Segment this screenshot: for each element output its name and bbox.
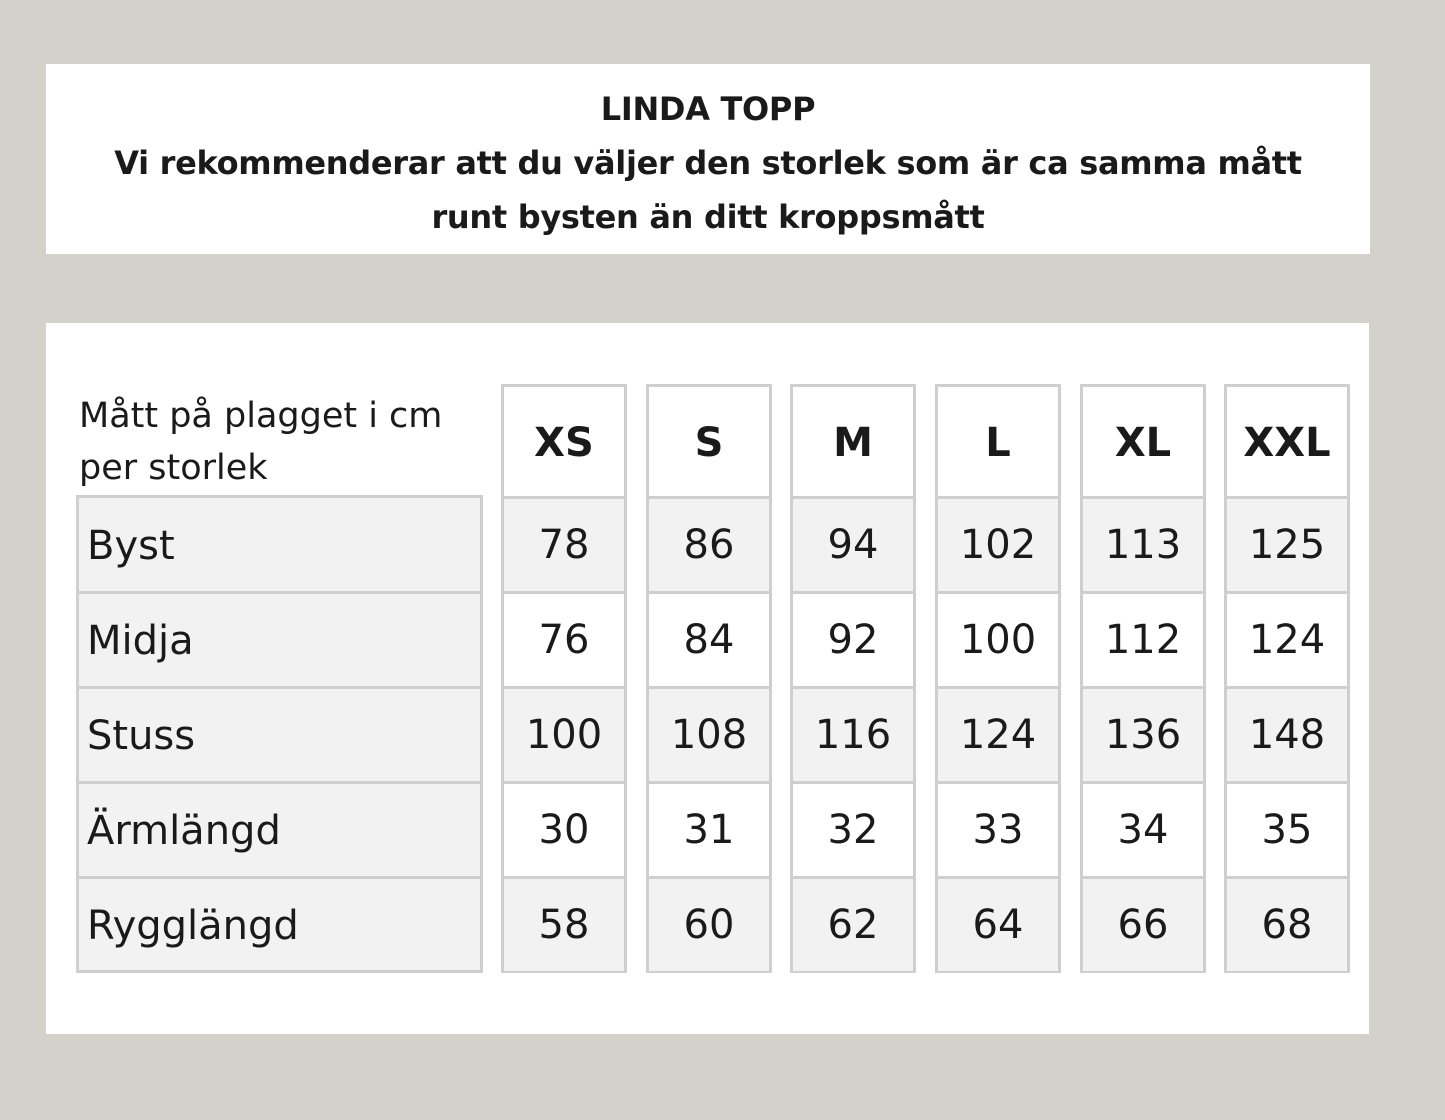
row-label: Rygglängd bbox=[87, 902, 299, 949]
row-divider bbox=[79, 876, 480, 879]
size-header: XS bbox=[534, 419, 594, 466]
measurement-value: 92 bbox=[827, 617, 879, 663]
row-label: Ärmlängd bbox=[87, 807, 281, 854]
row-label: Byst bbox=[87, 522, 175, 569]
measurement-value: 100 bbox=[959, 617, 1037, 663]
size-table-panel bbox=[46, 323, 1369, 1034]
measurement-value: 113 bbox=[1083, 499, 1203, 591]
measurement-value: 76 bbox=[538, 617, 590, 663]
size-column bbox=[1080, 384, 1206, 973]
measurement-value: 100 bbox=[504, 689, 624, 781]
size-column bbox=[790, 384, 916, 973]
measurement-value: 30 bbox=[538, 807, 590, 853]
measurement-value: 136 bbox=[1083, 689, 1203, 781]
measurement-value: 86 bbox=[649, 499, 769, 591]
size-column bbox=[935, 384, 1061, 973]
measurement-value: 78 bbox=[504, 499, 624, 591]
measurement-value: 108 bbox=[649, 689, 769, 781]
measurement-value: 94 bbox=[793, 499, 913, 591]
measurement-value: 125 bbox=[1227, 499, 1347, 591]
corner-label-line-1: Mått på plagget i cm bbox=[79, 396, 443, 436]
corner-label-line-2: per storlek bbox=[79, 448, 268, 488]
row-divider bbox=[79, 781, 480, 784]
measurement-label-column bbox=[76, 495, 483, 973]
measurement-value: 124 bbox=[938, 689, 1058, 781]
recommendation-line-2: runt bysten än ditt kroppsmått bbox=[431, 198, 985, 236]
header-panel bbox=[46, 64, 1370, 254]
measurement-value: 102 bbox=[938, 499, 1058, 591]
measurement-value: 66 bbox=[1083, 879, 1203, 971]
size-header: XXL bbox=[1243, 419, 1331, 466]
size-header: M bbox=[833, 419, 873, 466]
measurement-value: 58 bbox=[504, 879, 624, 971]
measurement-value: 34 bbox=[1117, 807, 1169, 853]
size-header: S bbox=[694, 419, 724, 466]
measurement-value: 112 bbox=[1104, 617, 1182, 663]
measurement-value: 84 bbox=[683, 617, 735, 663]
recommendation-line-1: Vi rekommenderar att du väljer den storlek som är ca samma mått bbox=[114, 144, 1302, 182]
measurement-value: 31 bbox=[683, 807, 735, 853]
size-column bbox=[1224, 384, 1350, 973]
measurement-value: 60 bbox=[649, 879, 769, 971]
measurement-value: 68 bbox=[1227, 879, 1347, 971]
row-divider bbox=[79, 591, 480, 594]
measurement-value: 33 bbox=[972, 807, 1024, 853]
size-column bbox=[501, 384, 627, 973]
size-header: L bbox=[985, 419, 1011, 466]
size-header: XL bbox=[1114, 419, 1172, 466]
measurement-value: 116 bbox=[793, 689, 913, 781]
size-column bbox=[646, 384, 772, 973]
row-divider bbox=[79, 686, 480, 689]
page-title: LINDA TOPP bbox=[600, 90, 816, 128]
table-corner-label bbox=[79, 390, 499, 494]
row-label: Stuss bbox=[87, 712, 196, 759]
measurement-value: 32 bbox=[827, 807, 879, 853]
measurement-value: 124 bbox=[1248, 617, 1326, 663]
measurement-value: 35 bbox=[1261, 807, 1313, 853]
row-label: Midja bbox=[87, 617, 194, 664]
measurement-value: 64 bbox=[938, 879, 1058, 971]
measurement-value: 148 bbox=[1227, 689, 1347, 781]
measurement-value: 62 bbox=[793, 879, 913, 971]
